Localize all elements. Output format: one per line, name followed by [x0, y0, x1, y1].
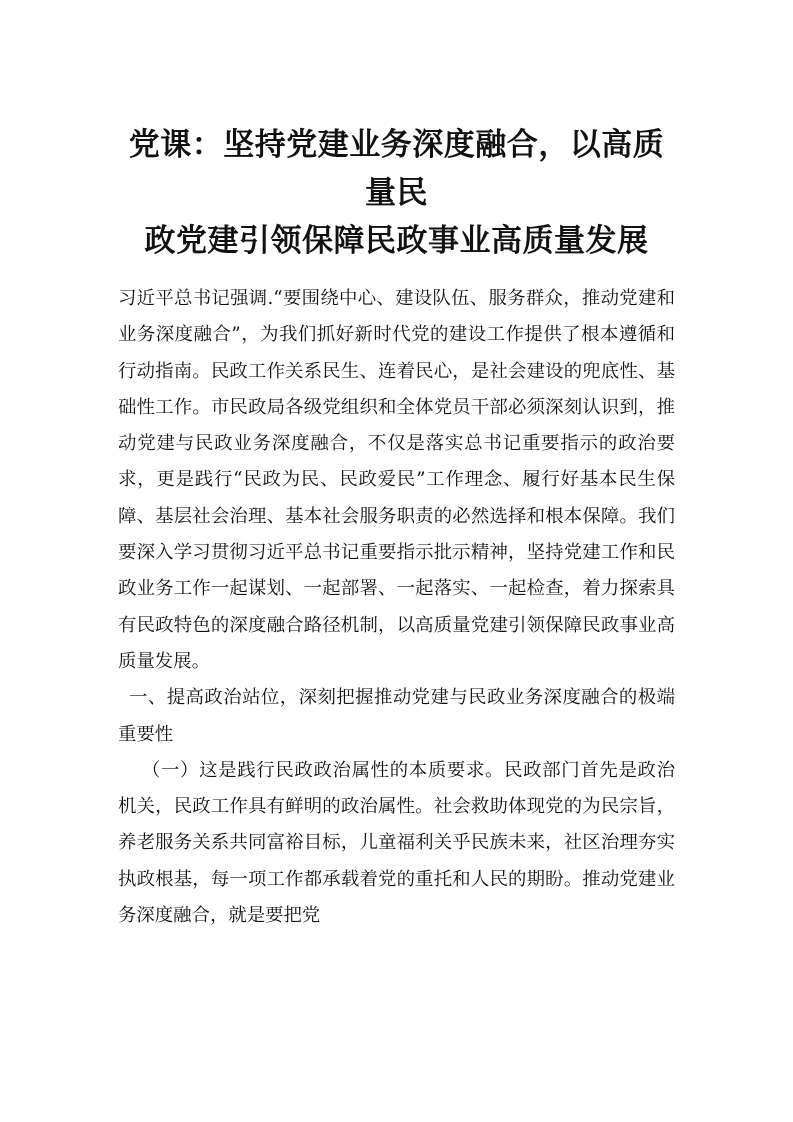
title-line-1: 党课：坚持党建业务深度融合，以高质量民 — [128, 127, 665, 211]
document-page — [118, 121, 675, 934]
section-heading-1: 一、提高政治站位，深刻把握推动党建与民政业务深度融合的极端重要性 — [118, 687, 675, 745]
document-title — [118, 121, 675, 265]
intro-paragraph: 习近平总书记强调.“要围绕中心、建设队伍、服务群众，推动党建和业务深度融合”，为我们抓好新时代党的建设工作提供了根本遵循和行动指南。民政工作关系民生、连着民心，是社会建设的兜底性、基础性工作。市民政局各级党组织和全体党员干部必须深刻认识到，推动党建与民政业务深度融合，不仅是落实总书记重要指示的政治要求，更是践行“民政为民、民政爱民”工作理念、履行好基本民生保障、基层社会治理、基本社会服务职责的必然选择和根本保障。我们要深入学习贯彻习近平总书记重要指示批示精神，坚持党建工作和民政业务工作一起谋划、一起部署、一起落实、一起检查，着力探索具有民政特色的深度融合路径机制，以高质量党建引领保障民政事业高质量发展。 — [118, 288, 675, 672]
title-line-2: 政党建引领保障民政事业高质量发展 — [144, 223, 649, 259]
document-body — [118, 281, 675, 934]
subsection-paragraph-1: （一）这是践行民政政治属性的本质要求。民政部门首先是政治机关，民政工作具有鲜明的政治属性。社会救助体现党的为民宗旨，养老服务关系共同富裕目标，儿童福利关乎民族未来，社区治理夯实执政根基，每一项工作都承载着党的重托和人民的期盼。推动党建业务深度融合，就是要把党 — [118, 759, 675, 927]
